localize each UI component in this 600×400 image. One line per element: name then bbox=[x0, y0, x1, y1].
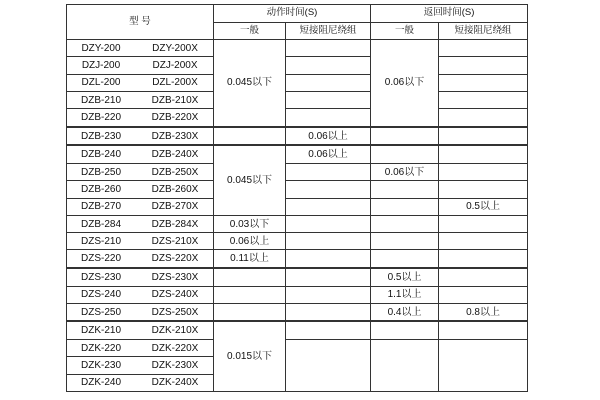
timing-value-cell: 0.015以下 bbox=[214, 321, 286, 391]
table-body bbox=[67, 40, 528, 392]
timing-value-cell bbox=[286, 339, 371, 391]
model-cell bbox=[67, 321, 214, 339]
model-name: DZB-270X bbox=[151, 201, 199, 213]
timing-value-cell: 0.4以上 bbox=[371, 303, 439, 321]
timing-value-cell bbox=[371, 145, 439, 163]
table-row bbox=[67, 57, 528, 74]
timing-value-cell bbox=[371, 339, 439, 391]
header-model: 型 号 bbox=[67, 5, 214, 40]
model-cell bbox=[67, 250, 214, 268]
timing-value-cell bbox=[286, 40, 371, 57]
table-row bbox=[67, 250, 528, 268]
timing-value-cell bbox=[286, 181, 371, 198]
model-cell bbox=[67, 233, 214, 250]
timing-value-cell: 1.1以上 bbox=[371, 286, 439, 303]
timing-value-cell bbox=[439, 268, 528, 286]
model-name: DZS-220X bbox=[151, 253, 199, 265]
model-name: DZK-230 bbox=[80, 359, 121, 371]
model-name: DZK-220X bbox=[151, 342, 199, 354]
timing-value-cell: 0.06以上 bbox=[214, 233, 286, 250]
timing-value-cell: 0.11以上 bbox=[214, 250, 286, 268]
timing-value-cell bbox=[371, 181, 439, 198]
model-cell bbox=[67, 286, 214, 303]
model-cell bbox=[67, 303, 214, 321]
model-name: DZS-250 bbox=[80, 306, 121, 318]
timing-value-cell bbox=[214, 303, 286, 321]
table-row bbox=[67, 215, 528, 232]
header-return-general: 一般 bbox=[371, 23, 439, 40]
model-name: DZL-200X bbox=[152, 77, 198, 89]
model-cell bbox=[67, 109, 214, 127]
table-row bbox=[67, 109, 528, 127]
model-name: DZB-284 bbox=[80, 218, 121, 230]
timing-value-cell: 0.5以上 bbox=[371, 268, 439, 286]
model-name: DZJ-200X bbox=[152, 59, 198, 71]
model-name: DZK-210 bbox=[80, 325, 121, 337]
timing-value-cell bbox=[439, 127, 528, 146]
timing-value-cell bbox=[286, 109, 371, 127]
table-header bbox=[67, 5, 528, 40]
timing-value-cell bbox=[439, 57, 528, 74]
header-return-time: 返回时间(S) bbox=[371, 5, 528, 23]
model-cell bbox=[67, 127, 214, 146]
table-row bbox=[67, 145, 528, 163]
table-row bbox=[67, 40, 528, 57]
timing-value-cell bbox=[286, 250, 371, 268]
model-cell bbox=[67, 164, 214, 181]
model-name: DZY-200 bbox=[81, 42, 121, 54]
model-name: DZB-210X bbox=[151, 94, 199, 106]
model-name: DZJ-200 bbox=[81, 59, 121, 71]
timing-value-cell bbox=[214, 127, 286, 146]
timing-value-cell: 0.03以下 bbox=[214, 215, 286, 232]
relay-timing-table bbox=[66, 4, 528, 392]
model-name: DZK-240X bbox=[151, 377, 199, 389]
table-row bbox=[67, 181, 528, 198]
timing-value-cell bbox=[286, 303, 371, 321]
timing-value-cell bbox=[439, 40, 528, 57]
model-name: DZB-230X bbox=[151, 130, 199, 142]
timing-value-cell bbox=[286, 74, 371, 91]
model-cell bbox=[67, 145, 214, 163]
timing-value-cell bbox=[371, 198, 439, 215]
model-name: DZY-200X bbox=[152, 42, 198, 54]
timing-value-cell bbox=[439, 145, 528, 163]
model-name: DZS-240X bbox=[151, 289, 199, 301]
model-name: DZB-220X bbox=[151, 111, 199, 123]
model-name: DZK-240 bbox=[80, 377, 121, 389]
model-cell bbox=[67, 357, 214, 374]
model-name: DZS-230 bbox=[80, 271, 121, 283]
table-row bbox=[67, 127, 528, 146]
timing-value-cell bbox=[439, 91, 528, 108]
model-cell bbox=[67, 181, 214, 198]
model-cell bbox=[67, 215, 214, 232]
table-row bbox=[67, 303, 528, 321]
model-name: DZB-260X bbox=[151, 183, 199, 195]
model-cell bbox=[67, 339, 214, 356]
timing-value-cell bbox=[439, 109, 528, 127]
timing-value-cell bbox=[286, 57, 371, 74]
model-name: DZB-284X bbox=[151, 218, 199, 230]
timing-value-cell bbox=[371, 321, 439, 339]
timing-value-cell bbox=[214, 286, 286, 303]
timing-value-cell bbox=[286, 286, 371, 303]
model-name: DZS-210X bbox=[151, 235, 199, 247]
timing-value-cell bbox=[439, 286, 528, 303]
timing-value-cell: 0.06以下 bbox=[371, 164, 439, 181]
table-row bbox=[67, 74, 528, 91]
model-name: DZK-210X bbox=[151, 325, 199, 337]
table-row bbox=[67, 268, 528, 286]
table-row bbox=[67, 339, 528, 356]
timing-value-cell: 0.06以下 bbox=[371, 40, 439, 127]
timing-value-cell bbox=[371, 215, 439, 232]
model-name: DZB-240 bbox=[80, 149, 121, 161]
model-cell bbox=[67, 374, 214, 392]
timing-value-cell: 0.06以上 bbox=[286, 145, 371, 163]
table-row bbox=[67, 233, 528, 250]
model-name: DZS-210 bbox=[80, 235, 121, 247]
table-row bbox=[67, 164, 528, 181]
timing-value-cell bbox=[439, 321, 528, 339]
timing-value-cell bbox=[286, 164, 371, 181]
relay-timing-table-container bbox=[66, 4, 528, 392]
table-row bbox=[67, 91, 528, 108]
model-name: DZB-250X bbox=[151, 166, 199, 178]
timing-value-cell bbox=[286, 215, 371, 232]
model-name: DZB-210 bbox=[80, 94, 121, 106]
timing-value-cell bbox=[439, 74, 528, 91]
model-name: DZB-230 bbox=[80, 130, 121, 142]
table-row bbox=[67, 286, 528, 303]
timing-value-cell bbox=[439, 181, 528, 198]
model-name: DZS-250X bbox=[151, 306, 199, 318]
model-cell bbox=[67, 40, 214, 57]
model-name: DZS-230X bbox=[151, 271, 199, 283]
timing-value-cell bbox=[286, 268, 371, 286]
timing-value-cell: 0.06以上 bbox=[286, 127, 371, 146]
model-name: DZB-250 bbox=[80, 166, 121, 178]
model-name: DZS-220 bbox=[80, 253, 121, 265]
timing-value-cell bbox=[286, 233, 371, 250]
timing-value-cell bbox=[439, 164, 528, 181]
timing-value-cell bbox=[371, 127, 439, 146]
model-cell bbox=[67, 91, 214, 108]
table-row bbox=[67, 198, 528, 215]
model-name: DZB-270 bbox=[80, 201, 121, 213]
model-name: DZK-230X bbox=[151, 359, 199, 371]
timing-value-cell bbox=[439, 339, 528, 391]
model-name: DZB-260 bbox=[80, 183, 121, 195]
model-cell bbox=[67, 74, 214, 91]
timing-value-cell: 0.045以下 bbox=[214, 40, 286, 127]
model-cell bbox=[67, 57, 214, 74]
model-name: DZB-240X bbox=[151, 149, 199, 161]
model-name: DZB-220 bbox=[80, 111, 121, 123]
header-action-damping: 短接阻尼绕组 bbox=[286, 23, 371, 40]
table-row bbox=[67, 321, 528, 339]
timing-value-cell bbox=[439, 215, 528, 232]
model-cell bbox=[67, 268, 214, 286]
timing-value-cell bbox=[439, 233, 528, 250]
timing-value-cell bbox=[286, 321, 371, 339]
model-name: DZK-220 bbox=[80, 342, 121, 354]
timing-value-cell: 0.5以上 bbox=[439, 198, 528, 215]
model-name: DZL-200 bbox=[81, 77, 121, 89]
timing-value-cell: 0.045以下 bbox=[214, 145, 286, 215]
header-return-damping: 短接阻尼绕组 bbox=[439, 23, 528, 40]
header-action-general: 一般 bbox=[214, 23, 286, 40]
timing-value-cell bbox=[286, 91, 371, 108]
header-action-time: 动作时间(S) bbox=[214, 5, 371, 23]
timing-value-cell bbox=[371, 250, 439, 268]
timing-value-cell bbox=[286, 198, 371, 215]
model-cell bbox=[67, 198, 214, 215]
model-name: DZS-240 bbox=[80, 289, 121, 301]
timing-value-cell bbox=[371, 233, 439, 250]
timing-value-cell bbox=[214, 268, 286, 286]
timing-value-cell bbox=[439, 250, 528, 268]
timing-value-cell: 0.8以上 bbox=[439, 303, 528, 321]
